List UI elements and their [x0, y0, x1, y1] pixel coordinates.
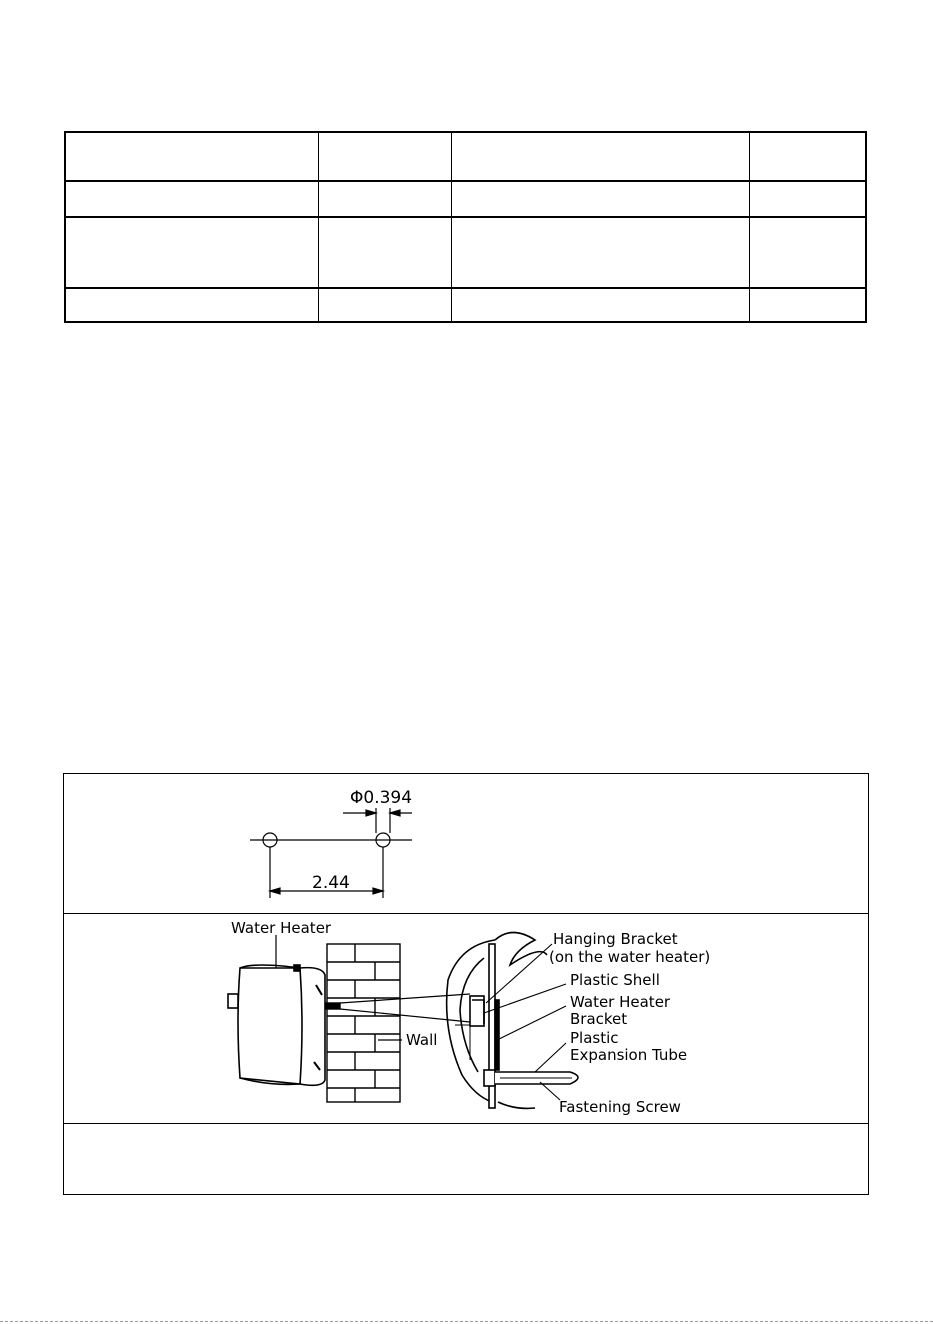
- label-hanging-bracket-note: (on the water heater): [549, 948, 711, 966]
- label-water-heater: Water Heater: [231, 919, 332, 937]
- label-wall: Wall: [406, 1031, 438, 1049]
- label-plastic-expansion-tube-line2: Expansion Tube: [570, 1046, 688, 1064]
- label-plastic-expansion-tube: Plastic: [570, 1029, 619, 1047]
- hole-diameter-label: Φ0.394: [350, 788, 413, 808]
- water-heater-illustration: [228, 935, 325, 1085]
- label-plastic-shell: Plastic Shell: [570, 971, 660, 989]
- label-hanging-bracket: Hanging Bracket: [553, 930, 678, 948]
- label-fastening-screw: Fastening Screw: [559, 1098, 681, 1116]
- hole-spacing-label: 2.44: [312, 873, 350, 893]
- label-water-heater-bracket-line2: Bracket: [570, 1010, 628, 1028]
- label-water-heater-bracket: Water Heater: [570, 993, 671, 1011]
- installation-diagram: [228, 933, 578, 1109]
- page-bottom-border: [0, 1321, 933, 1322]
- brick-wall-illustration: [326, 944, 400, 1102]
